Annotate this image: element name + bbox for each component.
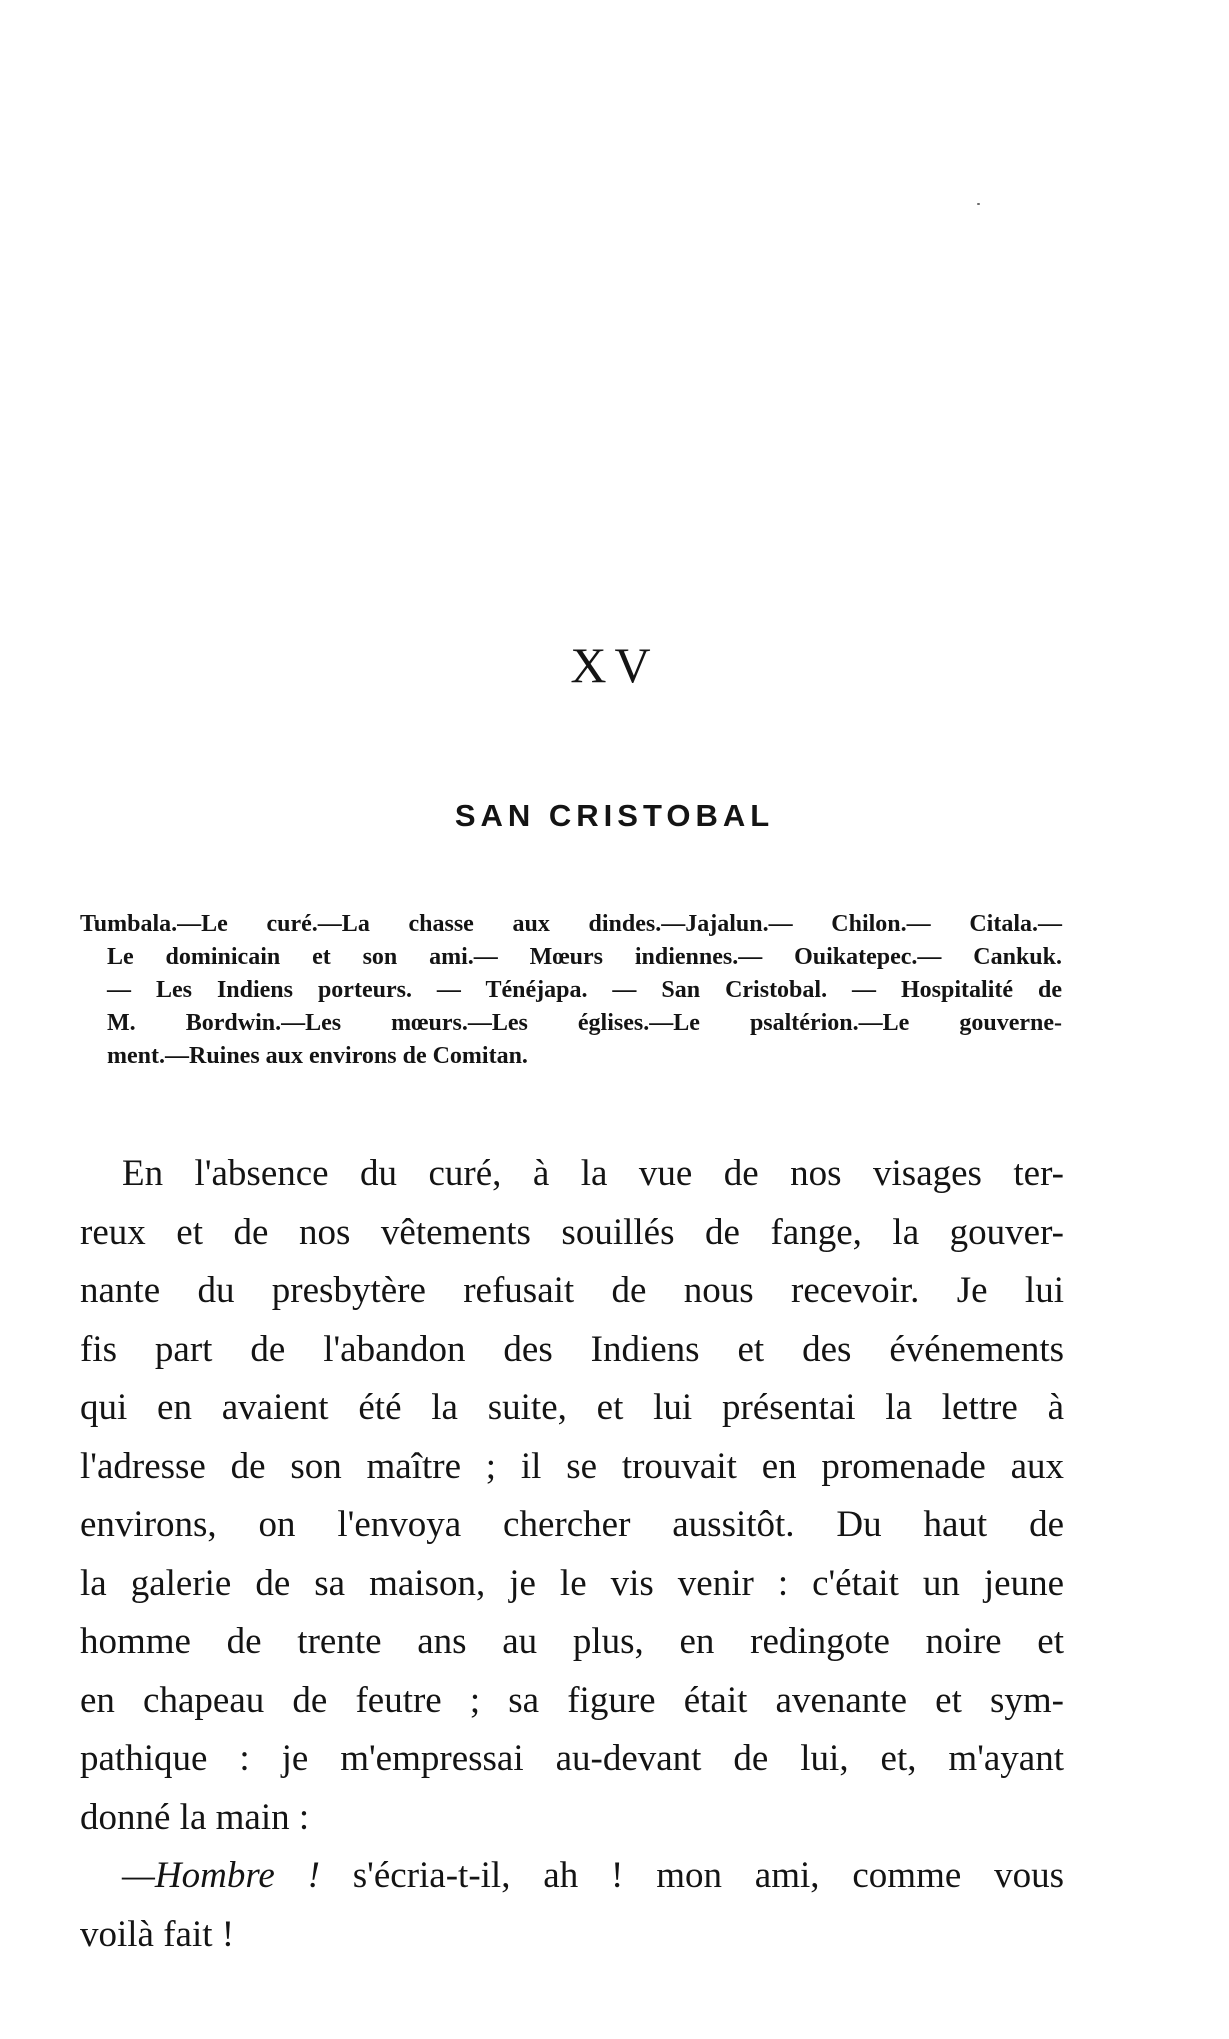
summary-line: — Les Indiens porteurs. — Ténéjapa. — San Cristobal. — Hospitalité de (107, 977, 1062, 1003)
body-line: En l'absence du curé, à la vue de nos visages ter- (122, 1153, 1064, 1194)
body-line: reux et de nos vêtements souillés de fange, la gouver- (80, 1211, 1064, 1253)
body-line: qui en avaient été la suite, et lui présentai la lettre à (80, 1387, 1064, 1428)
body-line: donné la main : (80, 1796, 310, 1838)
chapter-number: XV (570, 637, 659, 693)
body-line: environs, on l'envoya chercher aussitôt. Du haut de (80, 1504, 1064, 1545)
dialogue-line-end: voilà fait ! (80, 1913, 235, 1955)
body-line: en chapeau de feutre ; sa figure était avenante et sym- (80, 1679, 1064, 1721)
body-line: l'adresse de son maître ; il se trouvait en promenade aux (80, 1445, 1064, 1487)
body-text (80, 1145, 1064, 1964)
body-line: la galerie de sa maison, je le vis venir : c'était un jeune (80, 1562, 1064, 1604)
summary-line: Tumbala.—Le curé.—La chasse aux dindes.—Jajalun.— Chilon.— Citala.— (80, 911, 1062, 937)
body-line: nante du presbytère refusait de nous recevoir. Je lui (80, 1270, 1064, 1311)
summary-line: M. Bordwin.—Les mœurs.—Les églises.—Le psaltérion.—Le gouverne- (107, 1010, 1062, 1036)
dialogue-line (80, 1847, 1064, 1906)
body-line: homme de trente ans au plus, en redingote noire et (80, 1621, 1064, 1662)
chapter-title: SAN CRISTOBAL (454, 798, 775, 833)
chapter-summary (80, 908, 1062, 1073)
print-speck (977, 203, 980, 205)
body-line: pathique : je m'empressai au-devant de lui, et, m'ayant (80, 1738, 1064, 1779)
body-line: fis part de l'abandon des Indiens et des événements (80, 1328, 1064, 1370)
dialogue-exclamation: —Hombre ! (122, 1855, 320, 1896)
summary-line: Le dominicain et son ami.— Mœurs indiennes.— Ouikatepec.— Cankuk. (107, 944, 1062, 970)
summary-line: ment.—Ruines aux environs de Comitan. (107, 1043, 528, 1069)
dialogue-text: s'écria-t-il, ah ! mon ami, comme vous (319, 1855, 1065, 1896)
